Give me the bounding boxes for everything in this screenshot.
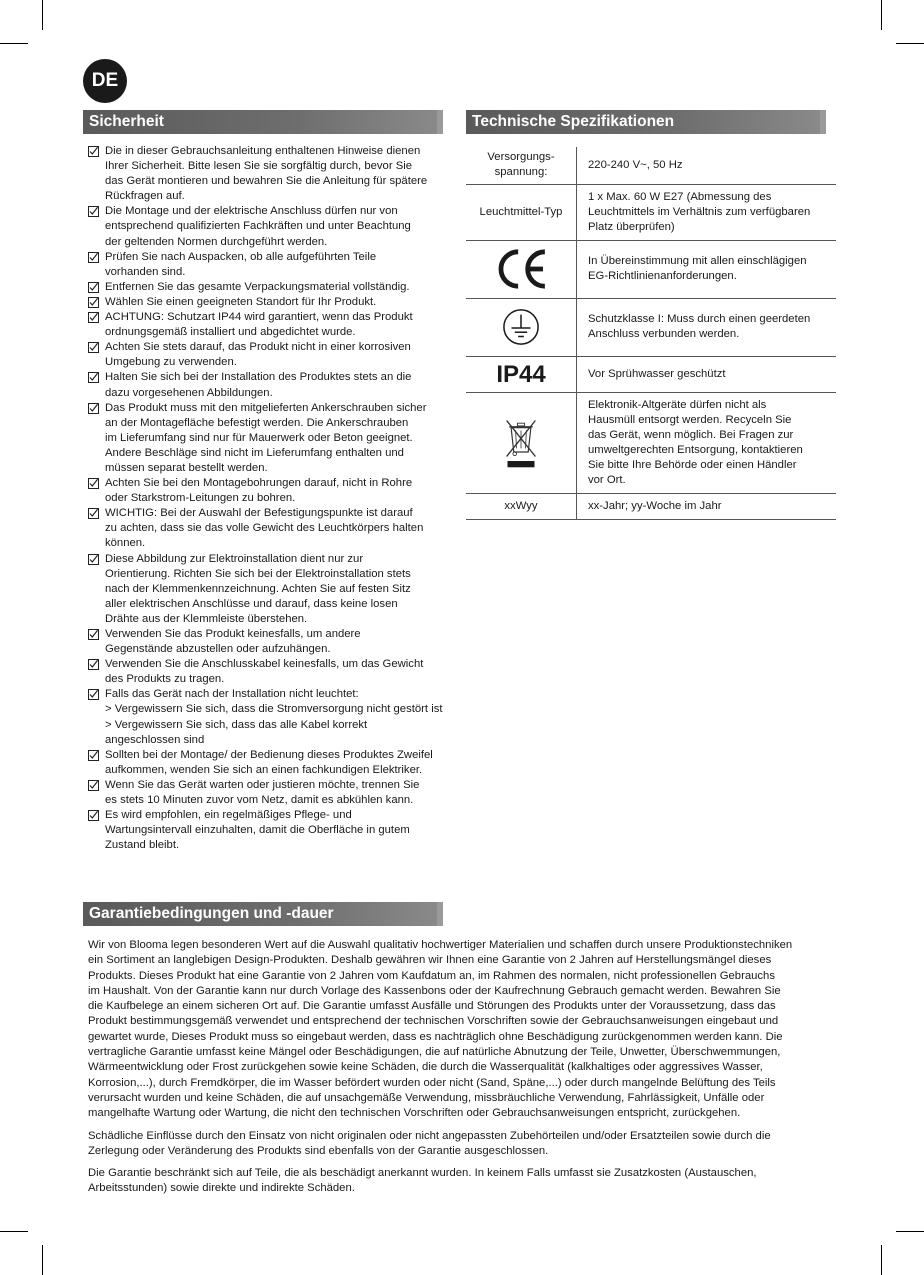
- spec-value: 1 x Max. 60 W E27 (Abmessung des: [588, 190, 772, 203]
- spec-value: In Übereinstimmung mit allen einschlägigen: [588, 255, 807, 267]
- spec-value: das Gerät, wenn möglich. Bei Fragen zur: [588, 428, 794, 441]
- safety-item: [88, 506, 453, 551]
- safety-item-line: ordnungsgemäß installiert und abgedichtet wurde.: [105, 326, 356, 339]
- crop-mark: [0, 43, 28, 44]
- spec-value: Hausmüll entsorgt werden. Recyceln Sie: [588, 413, 792, 426]
- safety-item-line: Das Produkt muss mit den mitgelieferten Ankerschrauben sicher: [105, 401, 427, 414]
- spec-value-cell: [577, 298, 837, 356]
- safety-item-line: Entfernen Sie das gesamte Verpackungsmaterial vollständig.: [105, 280, 410, 293]
- warranty-line: Die Garantie beschränkt sich auf Teile, die als beschädigt anerkannt wurden. In keinem Falls umfasst sie Zusatzkosten (Austauschen,: [88, 1167, 757, 1180]
- spec-label-cell: [466, 147, 577, 184]
- spec-value: umweltgerechten Entsorgung, kontaktieren: [588, 443, 803, 456]
- spec-label-cell: [466, 240, 577, 298]
- safety-item-line: Wählen Sie einen geeigneten Standort für Ihr Produkt.: [105, 295, 377, 308]
- safety-item-line: Sollten bei der Montage/ der Bedienung dieses Produktes Zweifel: [105, 748, 433, 761]
- checkbox-tick-icon: [88, 372, 99, 383]
- safety-item-line: > Vergewissern Sie sich, dass die Stromversorgung nicht gestört ist: [105, 703, 443, 716]
- safety-item-line: vorhanden sind.: [105, 265, 186, 278]
- warranty-line: Wärmeentwicklung oder Frost zurückgehen sowie keine Schäden, die durch die Wasserqualität (kalkhaltiges oder aggressives Wasser,: [88, 1061, 763, 1074]
- safety-item: [88, 657, 453, 687]
- safety-item-line: Die Montage und der elektrische Anschluss dürfen nur von: [105, 205, 398, 218]
- spec-label-cell: [466, 392, 577, 493]
- spec-row: [466, 298, 836, 356]
- checkbox-tick-icon: [88, 659, 99, 670]
- safety-item: [88, 778, 453, 808]
- spec-value: Schutzklasse I: Muss durch einen geerdeten: [588, 313, 811, 325]
- spec-value-cell: [577, 493, 837, 519]
- spec-value-cell: [577, 392, 837, 493]
- checkbox-tick-icon: [88, 403, 99, 414]
- safety-item-line: zu achten, dass sie das volle Gewicht des Leuchtkörpers halten: [105, 522, 424, 535]
- spec-row: [466, 493, 836, 519]
- spec-row: [466, 147, 836, 184]
- weee-bin-icon: [467, 412, 575, 474]
- safety-item-line: nach der Klemmenkennzeichnung. Achten Sie auf festen Sitz: [105, 582, 411, 595]
- spec-label-cell: [466, 298, 577, 356]
- safety-item-line: > Vergewissern Sie sich, dass das alle Kabel korrekt: [105, 718, 368, 731]
- checkbox-tick-icon: [88, 478, 99, 489]
- warranty-text: [88, 938, 840, 1204]
- crop-mark: [42, 1245, 43, 1275]
- warranty-line: Arbeitsstunden) sowie direkte und indirekte Schäden.: [88, 1182, 355, 1195]
- safety-item-line: dazu vorgesehenen Abbildungen.: [105, 386, 273, 399]
- safety-heading: Sicherheit: [83, 110, 440, 134]
- safety-item-line: Halten Sie sich bei der Installation des Produktes stets an die: [105, 371, 412, 384]
- crop-mark: [0, 1231, 28, 1232]
- safety-item: [88, 808, 453, 853]
- safety-item-line: Orientierung. Richten Sie sich bei der Elektroinstallation stets: [105, 567, 411, 580]
- checkbox-tick-icon: [88, 282, 99, 293]
- warranty-line: gewartet wurde, Dieses Produkt muss so eingebaut werden, dass es nachträglich ohne Beschädigung zurückgenommen werden kann. Die: [88, 1030, 783, 1043]
- safety-item-line: Es wird empfohlen, ein regelmäßiges Pflege- und: [105, 809, 352, 822]
- language-badge: DE: [83, 59, 127, 103]
- warranty-line: Korrosion,...), durch Fremdkörper, die im Wasser befördert wurden oder nicht (Sand, Späne,...) oder durch mangelnde Belüftung des Teils: [88, 1076, 776, 1089]
- safety-item-line: müssen separat bestellt werden.: [105, 461, 268, 474]
- spec-value-cell: [577, 356, 837, 392]
- checkbox-tick-icon: [88, 297, 99, 308]
- safety-item-line: WICHTIG: Bei der Auswahl der Befestigungspunkte ist darauf: [105, 507, 413, 520]
- spec-value: 220-240 V~, 50 Hz: [588, 158, 683, 171]
- safety-item: [88, 401, 453, 476]
- checkbox-tick-icon: [88, 342, 99, 353]
- safety-item-line: Umgebung zu verwenden.: [105, 356, 237, 369]
- spec-value-cell: [577, 240, 837, 298]
- safety-item-line: Verwenden Sie die Anschlusskabel keinesfalls, um das Gewicht: [105, 658, 424, 671]
- spec-label-cell: [466, 493, 577, 519]
- checkbox-tick-icon: [88, 312, 99, 323]
- safety-item-line: Achten Sie stets darauf, das Produkt nicht in einer korrosiven: [105, 341, 411, 354]
- warranty-paragraph: [88, 938, 840, 1122]
- spec-value: Vor Sprühwasser geschützt: [588, 367, 726, 380]
- warranty-line: Zerlegung oder Veränderung des Produkts sind ebenfalls von der Garantie ausgeschlossen.: [88, 1144, 549, 1157]
- safety-item: [88, 144, 453, 204]
- safety-item-line: ACHTUNG: Schutzart IP44 wird garantiert, wenn das Produkt: [105, 311, 413, 324]
- safety-item: [88, 370, 453, 400]
- safety-item-line: Rückfragen auf.: [105, 190, 185, 203]
- warranty-line: verursacht wurden und keine Schäden, die auf unsachgemäße Verwendung, missbräuchliche Verwendung, Fahrlässigkeit, Unfälle oder: [88, 1091, 765, 1104]
- checkbox-tick-icon: [88, 206, 99, 217]
- checkbox-tick-icon: [88, 750, 99, 761]
- spec-value: vor Ort.: [588, 473, 626, 486]
- safety-item-line: Prüfen Sie nach Auspacken, ob alle aufgeführten Teile: [105, 250, 377, 263]
- checkbox-tick-icon: [88, 810, 99, 821]
- checkbox-tick-icon: [88, 780, 99, 791]
- safety-item: [88, 627, 453, 657]
- protective-earth-icon: [467, 304, 575, 350]
- warranty-line: Wir von Blooma legen besonderen Wert auf die Auswahl qualitativ hochwertiger Materialien und schaffen durch unsere Produktionstechniken: [88, 939, 793, 951]
- ce-mark-icon: [467, 244, 575, 294]
- warranty-line: Produkt bestimmungsgemäß verwendet und entsprechend der technischen Vorschriften sowie der Gebrauchsanweisungen eingebaut und: [88, 1015, 779, 1028]
- crop-mark: [881, 0, 882, 30]
- safety-item-line: Falls das Gerät nach der Installation nicht leuchtet:: [105, 688, 359, 701]
- safety-item-line: es stets 10 Minuten zuvor vom Netz, damit es abkühlen kann.: [105, 794, 414, 807]
- safety-item-line: Wartungsintervall einzuhalten, damit die Oberfläche in gutem: [105, 824, 410, 837]
- safety-item-line: das Gerät montieren und bewahren Sie die Anleitung für spätere: [105, 175, 428, 188]
- ip44-label: IP44: [496, 360, 546, 388]
- crop-mark: [42, 0, 43, 30]
- spec-row: [466, 356, 836, 392]
- safety-item: [88, 552, 453, 627]
- safety-item-line: angeschlossen sind: [105, 733, 205, 746]
- spec-value: Anschluss verbunden werden.: [588, 328, 740, 340]
- spec-row: [466, 240, 836, 298]
- spec-label: xxWyy: [504, 499, 538, 512]
- checkbox-tick-icon: [88, 146, 99, 157]
- safety-item: [88, 280, 453, 295]
- warranty-line: mangelhafte Wartung oder Wartung, die nicht den technischen Vorschriften oder Gebrauchsanweisungen entspricht, zurückgehen.: [88, 1107, 741, 1120]
- warranty-paragraph: [88, 1166, 840, 1197]
- spec-label-cell: [466, 184, 577, 240]
- safety-item-line: Andere Beschläge sind nicht im Lieferumfang enthalten und: [105, 446, 404, 459]
- spec-row: [466, 392, 836, 493]
- crop-mark: [881, 1245, 882, 1275]
- safety-item-line: entsprechend qualifizierten Fachkräften und unter Beachtung: [105, 220, 411, 233]
- checkbox-tick-icon: [88, 252, 99, 263]
- safety-item: [88, 340, 453, 370]
- safety-item: [88, 250, 453, 280]
- safety-list: [88, 144, 453, 853]
- safety-item: [88, 295, 453, 310]
- safety-item: [88, 687, 453, 747]
- checkbox-tick-icon: [88, 554, 99, 565]
- safety-item-line: der geltenden Normen durchgeführt werden.: [105, 235, 328, 248]
- warranty-line: Schädliche Einflüsse durch den Einsatz von nicht originalen oder nicht angepassten Zubehörteilen und/oder Ersatzteilen sowie durch die: [88, 1129, 771, 1142]
- warranty-line: vertragliche Garantie umfasst keine Mängel oder Beschädigungen, die auf natürliche Abnutzung der Teile, Unwetter, Überschwemmungen,: [88, 1046, 781, 1059]
- warranty-line: die Kaufbelege an einem sicheren Ort auf. Die Garantie umfasst Ausfälle und Störungen des Produkts unter der Voraussetzung, dass das: [88, 1000, 776, 1013]
- safety-item: [88, 310, 453, 340]
- safety-item: [88, 748, 453, 778]
- safety-item-line: Wenn Sie das Gerät warten oder justieren möchte, trennen Sie: [105, 778, 420, 791]
- safety-item-line: an der Montagefläche befestigt werden. Die Ankerschrauben: [105, 416, 409, 429]
- safety-item: [88, 476, 453, 506]
- warranty-heading: Garantiebedingungen und -dauer: [83, 902, 440, 926]
- safety-item-line: Die in dieser Gebrauchsanleitung enthaltenen Hinweise dienen: [105, 145, 421, 157]
- safety-item-line: Verwenden Sie das Produkt keinesfalls, um andere: [105, 628, 361, 640]
- checkbox-tick-icon: [88, 629, 99, 640]
- crop-mark: [896, 43, 924, 44]
- spec-value-cell: [577, 147, 837, 184]
- safety-item-line: Drähte aus der Klemmleiste überstehen.: [105, 612, 308, 625]
- warranty-line: ein Sortiment an langlebigen Design-Produkten. Deshalb gewähren wir Ihnen eine Garantie von 2 Jahren auf Herstellungsmängel dieses: [88, 954, 772, 967]
- spec-value: Leuchtmittels im Verhältnis zum verfügbaren: [588, 205, 811, 218]
- spec-label-cell: [466, 356, 577, 392]
- spec-value-cell: [577, 184, 837, 240]
- spec-row: [466, 184, 836, 240]
- safety-item-line: aufkommen, wenden Sie sich an einen fachkundigen Elektriker.: [105, 763, 423, 776]
- spec-value: Sie bitte Ihre Behörde oder einen Händler: [588, 458, 797, 471]
- safety-item-line: Gegenstände abzustellen oder aufzuhängen.: [105, 643, 331, 656]
- spec-value: Platz überprüfen): [588, 220, 675, 233]
- checkbox-tick-icon: [88, 689, 99, 700]
- specs-heading: Technische Spezifikationen: [466, 110, 823, 134]
- warranty-paragraph: [88, 1129, 840, 1160]
- safety-item-line: im Lieferumfang sind nur für Mauerwerk oder Beton geeignet.: [105, 431, 413, 444]
- safety-item-line: Zustand bleibt.: [105, 839, 180, 852]
- safety-item-line: aller elektrischen Anschlüsse und darauf, dass keine losen: [105, 597, 398, 610]
- spec-value: Elektronik-Altgeräte dürfen nicht als: [588, 398, 767, 411]
- warranty-line: Produkts. Dieses Produkt hat eine Garantie von 2 Jahren vom Kaufdatum an, im Rahmen des normalen, nicht professionellen Gebrauchs: [88, 969, 775, 982]
- safety-item-line: können.: [105, 537, 146, 550]
- spec-value: xx-Jahr; yy-Woche im Jahr: [588, 499, 722, 512]
- specs-table: [466, 147, 836, 520]
- safety-item: [88, 204, 453, 249]
- spec-value: EG-Richtlinienanforderungen.: [588, 270, 737, 282]
- spec-label: Versorgungs-: [487, 151, 555, 164]
- checkbox-tick-icon: [88, 508, 99, 519]
- spec-label: spannung:: [494, 166, 548, 179]
- safety-item-line: oder Starkstrom-Leitungen zu bohren.: [105, 492, 296, 505]
- crop-mark: [896, 1231, 924, 1232]
- safety-item-line: Ihrer Sicherheit. Bitte lesen Sie sie sorgfältig durch, bevor Sie: [105, 160, 413, 173]
- spec-label: Leuchtmittel-Typ: [479, 205, 563, 218]
- safety-item-line: Achten Sie bei den Montagebohrungen darauf, nicht in Rohre: [105, 477, 413, 490]
- safety-item-line: des Produkts zu tragen.: [105, 673, 225, 686]
- safety-item-line: Diese Abbildung zur Elektroinstallation dient nur zur: [105, 552, 364, 565]
- warranty-line: im Haushalt. Von der Garantie kann nur durch Vorlage des Kassenbons oder der Kaufrechnung Gebrauch gemacht werden. Bewahren Sie: [88, 984, 781, 997]
